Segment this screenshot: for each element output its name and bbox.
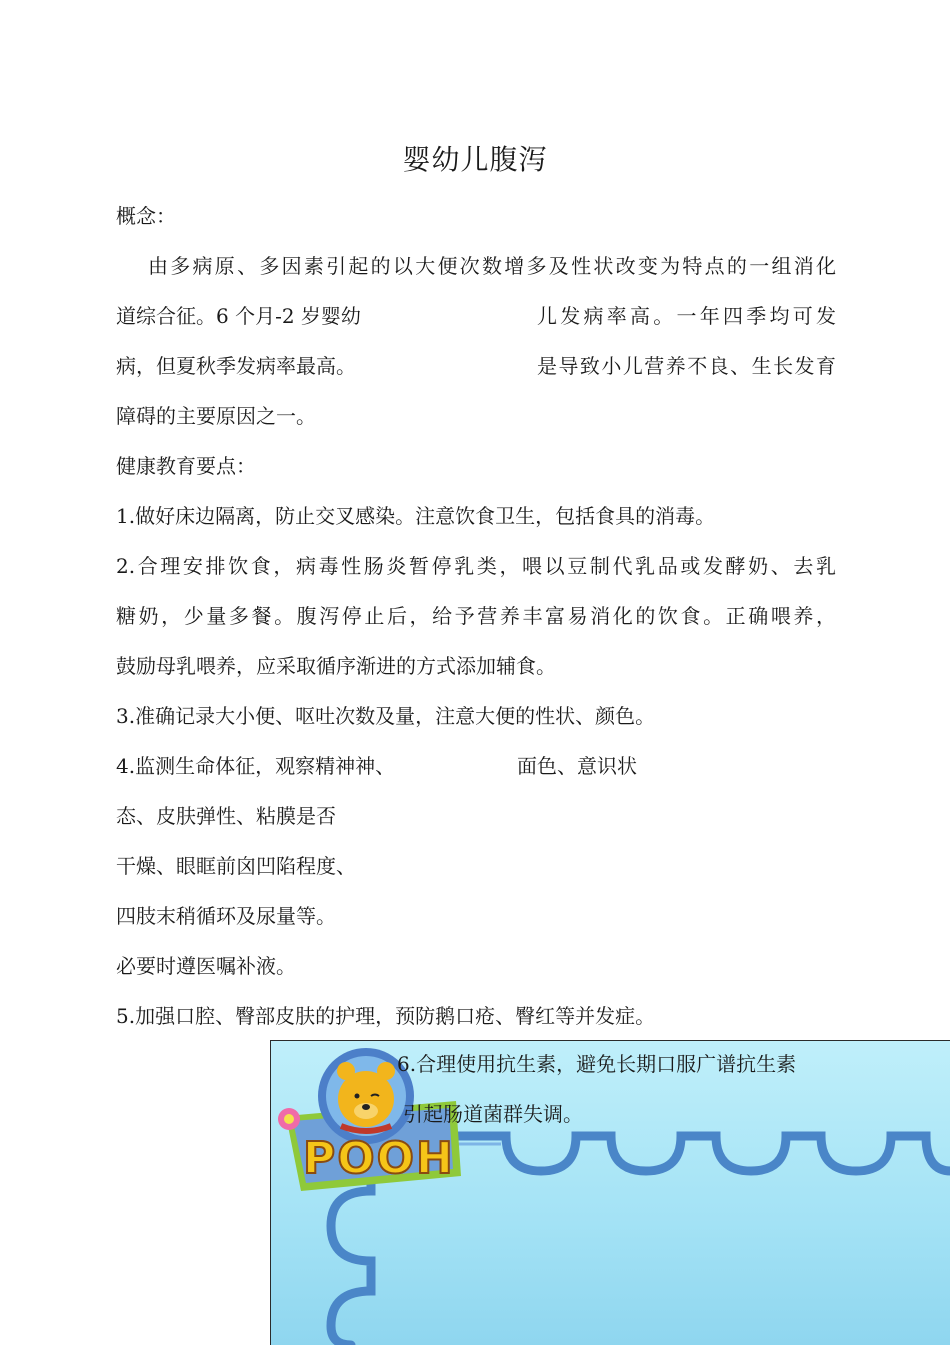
concept-line-2: 道综合征。6 个月-2 岁婴幼: [116, 304, 361, 328]
point-line: 鼓励母乳喂养，应采取循序渐进的方式添加辅食。: [116, 654, 556, 678]
pooh-logo-text: POOH: [303, 1133, 455, 1184]
education-heading: 健康教育要点：: [116, 454, 256, 478]
point-line: 5.加强口腔、臀部皮肤的护理，预防鹅口疮、臀红等并发症。: [116, 1004, 656, 1028]
point-line: 3.准确记录大小便、呕吐次数及量，注意大便的性状、颜色。: [116, 704, 656, 728]
concept-line-4: 病，但夏秋季发病率最高。: [116, 354, 356, 378]
pooh-frame-illustration: [271, 1041, 950, 1345]
concept-line-3: 儿发病率高。一年四季均可发: [537, 304, 836, 328]
point-line: 糖奶，少量多餐。腹泻停止后，给予营养丰富易消化的饮食。正确喂养，: [116, 604, 836, 628]
point-line: 必要时遵医嘱补液。: [116, 954, 296, 978]
point-line: 引起肠道菌群失调。: [403, 1102, 583, 1126]
concept-heading: 概念：: [116, 204, 176, 228]
point-line: 2.合理安排饮食，病毒性肠炎暂停乳类，喂以豆制代乳品或发酵奶、去乳: [116, 554, 836, 578]
concept-line-6: 障碍的主要原因之一。: [116, 404, 316, 428]
document-title: 婴幼儿腹泻: [402, 143, 548, 176]
point-line: 态、皮肤弹性、粘膜是否: [116, 804, 336, 828]
concept-line-1: 由多病原、多因素引起的以大便次数增多及性状改变为特点的一组消化: [148, 254, 836, 278]
point-line: 6.合理使用抗生素，避免长期口服广谱抗生素: [397, 1052, 797, 1076]
concept-line-5: 是导致小儿营养不良、生长发育: [537, 354, 836, 378]
point-line: 干燥、眼眶前囟凹陷程度、: [116, 854, 356, 878]
point-line: 面色、意识状: [517, 754, 637, 778]
point-line: 1.做好床边隔离，防止交叉感染。注意饮食卫生，包括食具的消毒。: [116, 504, 716, 528]
point-line: 四肢末稍循环及尿量等。: [116, 904, 336, 928]
point-line: 4.监测生命体征，观察精神神、: [116, 754, 396, 778]
decorative-pooh-image: [270, 1040, 950, 1345]
